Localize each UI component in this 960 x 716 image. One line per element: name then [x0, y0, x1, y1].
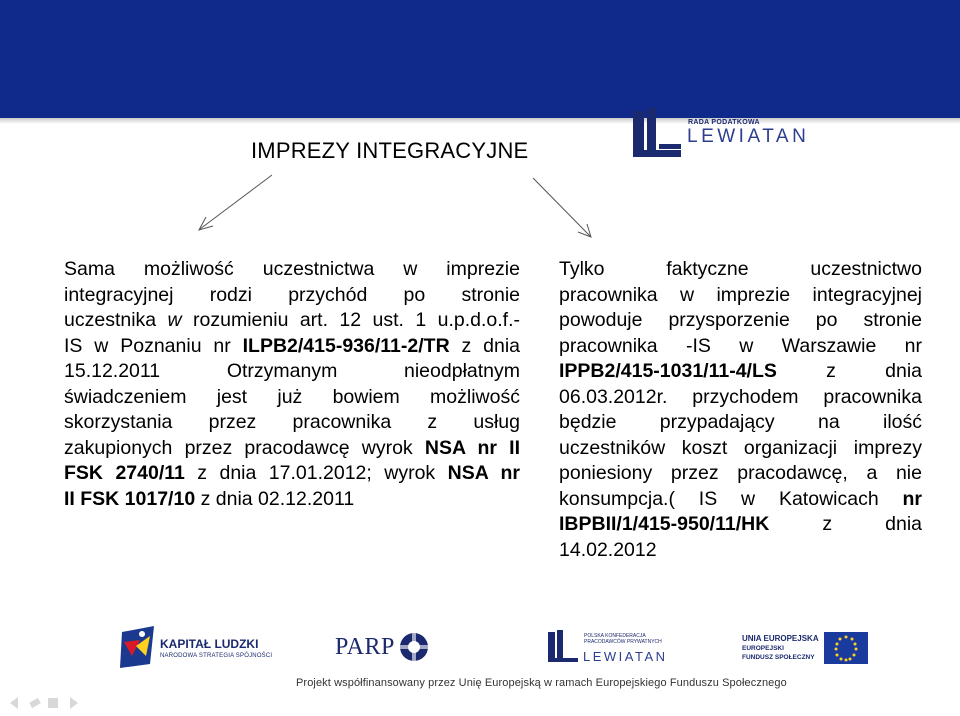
text-segment: z dnia	[449, 334, 520, 357]
text-segment: uczestników koszt organizacji imprezy	[559, 436, 922, 459]
text-segment: poniesiony przez pracodawcę, a nie	[559, 462, 922, 484]
text-line	[559, 308, 922, 334]
text-line	[559, 283, 922, 309]
text-line	[559, 512, 922, 538]
slide-title: IMPREZY INTEGRACYJNE	[251, 138, 529, 163]
text-line	[64, 283, 520, 309]
text-segment: w	[167, 309, 182, 331]
lewiatan-footer-logo	[548, 630, 668, 671]
text-line	[559, 334, 922, 360]
lewiatan-footer-line2: PRACODAWCÓW PRYWATNYCH	[584, 639, 662, 645]
text-line	[559, 538, 922, 564]
text-line	[559, 410, 922, 436]
text-segment: II FSK 1017/10	[64, 487, 196, 510]
text-line	[559, 359, 922, 385]
text-segment: IPPB2/415-1031/11-4/LS	[559, 360, 777, 382]
text-line	[64, 257, 520, 283]
text-segment: IBPBII/1/415-950/11/HK	[559, 513, 770, 535]
lewiatan-footer-name: LEWIATAN	[583, 649, 668, 664]
ue-line3: FUNDUSZ SPOŁECZNY	[742, 654, 815, 661]
lewiatan-top-name: LEWIATAN	[687, 126, 810, 147]
ue-line1: UNIA EUROPEJSKA	[742, 634, 819, 643]
text-line	[559, 461, 922, 487]
nav-menu-icon	[48, 698, 58, 708]
text-segment: z dnia	[769, 513, 922, 535]
text-segment: ILPB2/415-936/11-2/TR	[242, 334, 450, 357]
arrow-right-line	[533, 178, 590, 236]
text-segment: świadczeniem jest już bowiem możliwość	[64, 385, 520, 408]
text-segment: konsumpcja.( IS w Katowicach	[559, 487, 903, 510]
text-segment: skorzystania przez pracownika z usług	[64, 411, 520, 433]
nav-pen-icon	[29, 698, 41, 708]
funding-text: Projekt współfinansowany przez Unię Europejską w ramach Europejskiego Funduszu Społecznego	[296, 677, 787, 689]
text-segment: pracownika w imprezie integracyjnej	[559, 283, 922, 306]
nav-prev-icon	[10, 697, 18, 709]
text-segment: 15.12.2011 Otrzymanym nieodpłatnym	[64, 360, 520, 382]
kapital-ludzki-logo	[120, 626, 273, 675]
lewiatan-top-subtitle: RADA PODATKOWA	[688, 119, 760, 126]
text-segment: pracownika -IS w Warszawie nr	[559, 334, 922, 357]
text-line	[64, 334, 520, 360]
arrow-left-line	[200, 175, 272, 229]
lewiatan-logo-top	[633, 108, 813, 164]
text-segment: nr	[902, 487, 922, 510]
text-line	[559, 257, 922, 283]
text-segment: Tylko faktyczne uczestnictwo	[559, 258, 922, 280]
ue-line2: EUROPEJSKI	[742, 645, 784, 652]
kapital-ludzki-icon	[120, 626, 156, 670]
lewiatan-footer-line1: POLSKA KONFEDERACJA	[584, 633, 646, 639]
text-line	[559, 436, 922, 462]
text-segment: integracyjnej rodzi przychód po stronie	[64, 283, 520, 306]
footer-logos	[0, 620, 960, 680]
text-segment: uczestnika	[64, 309, 168, 331]
text-line	[64, 359, 520, 385]
text-segment: NSA nr	[447, 462, 520, 484]
kapital-ludzki-sub: NARODOWA STRATEGIA SPÓJNOŚCI	[160, 653, 273, 659]
text-line	[64, 410, 520, 436]
text-segment: z dnia 02.12.2011	[195, 487, 355, 510]
text-segment: 14.02.2012	[559, 538, 657, 561]
text-line	[64, 436, 520, 462]
text-segment: FSK 2740/11	[64, 462, 185, 484]
text-segment: NSA nr II	[424, 436, 520, 459]
lewiatan-mark-icon	[633, 108, 683, 164]
nav-next-icon	[70, 697, 78, 709]
text-segment: z dnia 17.01.2012; wyrok	[184, 462, 448, 484]
parp-gear-icon	[397, 630, 431, 664]
left-column-text	[64, 257, 520, 512]
lewiatan-footer-mark-icon	[548, 630, 580, 666]
text-segment: powoduje przysporzenie po stronie	[559, 309, 922, 331]
text-segment: zakupionych przez pracodawcę wyrok	[64, 436, 425, 459]
text-segment: 06.03.2012r. przychodem pracownika	[559, 385, 922, 408]
text-segment: z dnia	[776, 360, 922, 382]
text-line	[64, 487, 520, 513]
text-segment: IS w Poznaniu nr	[64, 334, 243, 357]
text-line	[559, 487, 922, 513]
text-line	[64, 461, 520, 487]
text-segment: Sama możliwość uczestnictwa w imprezie	[64, 258, 520, 280]
slide-nav-controls[interactable]	[8, 695, 88, 711]
eu-flag-icon	[824, 632, 868, 664]
text-segment: będzie przypadający na ilość	[559, 411, 922, 433]
kapital-ludzki-name: KAPITAŁ LUDZKI	[160, 637, 259, 651]
right-column-text	[559, 257, 922, 563]
text-segment: rozumieniu art. 12 ust. 1 u.p.d.o.f.-	[181, 309, 520, 331]
text-line	[64, 308, 520, 334]
parp-name: PARP	[335, 634, 395, 660]
text-line	[559, 385, 922, 411]
text-line	[64, 385, 520, 411]
